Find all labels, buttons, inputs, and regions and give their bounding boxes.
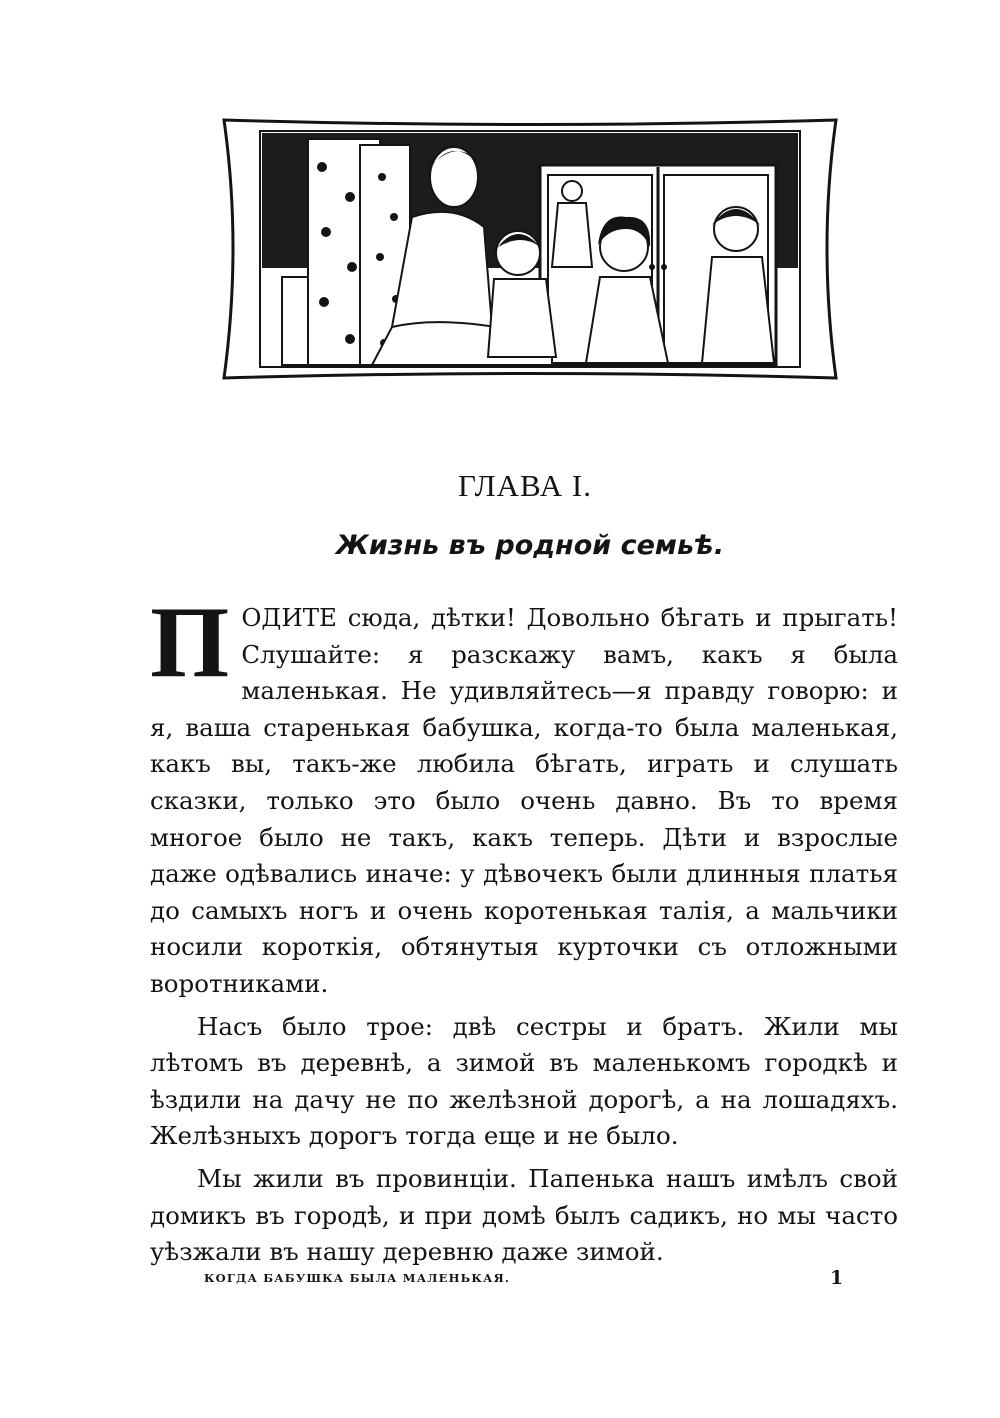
chapter-illustration	[222, 117, 838, 381]
chapter-body	[150, 586, 898, 1271]
chapter-heading: ГЛАВА I.	[458, 468, 592, 503]
paragraph: Насъ было трое: двѣ сестры и братъ. Жили мы лѣтомъ въ деревнѣ, а зимой въ маленькомъ городкѣ и ѣздили на дачу не по желѣзной дорогѣ, а на лошадяхъ. Желѣзныхъ дорогъ тогда еще и не было.	[150, 1011, 898, 1151]
paragraph-text: ОДИТЕ сюда, дѣтки! Довольно бѣгать и прыгать! Слушайте: я разскажу вамъ, какъ я была маленькая. Не удивляйтесь—я правду говорю: и я, ваша старенькая бабушка, когда-то была маленькая, какъ вы, такъ-же любила бѣгать, играть и слушать сказки, только это было очень давно. Въ то время многое было не такъ, какъ теперь. Дѣти и взрослые даже одѣвались иначе: у дѣвочекъ были длинныя платья до самыхъ ногъ и очень коротенькая талія, а мальчики носили короткія, обтянутыя курточки съ отложными воротниками.	[150, 603, 898, 998]
page-number: 1	[830, 1267, 844, 1289]
footer-book-title: КОГДА БАБУШКА БЫЛА МАЛЕНЬКАЯ.	[204, 1271, 511, 1285]
paragraph	[150, 586, 898, 1003]
family-vignette-illustration-icon	[222, 117, 838, 381]
paragraph: Мы жили въ провинціи. Папенька нашъ имѣлъ свой домикъ въ городѣ, и при домѣ былъ садикъ, но мы часто уѣзжали въ нашу деревню даже зимой.	[150, 1163, 898, 1267]
drop-cap: П	[150, 586, 230, 699]
chapter-title: Жизнь въ родной семьѣ.	[335, 530, 725, 561]
